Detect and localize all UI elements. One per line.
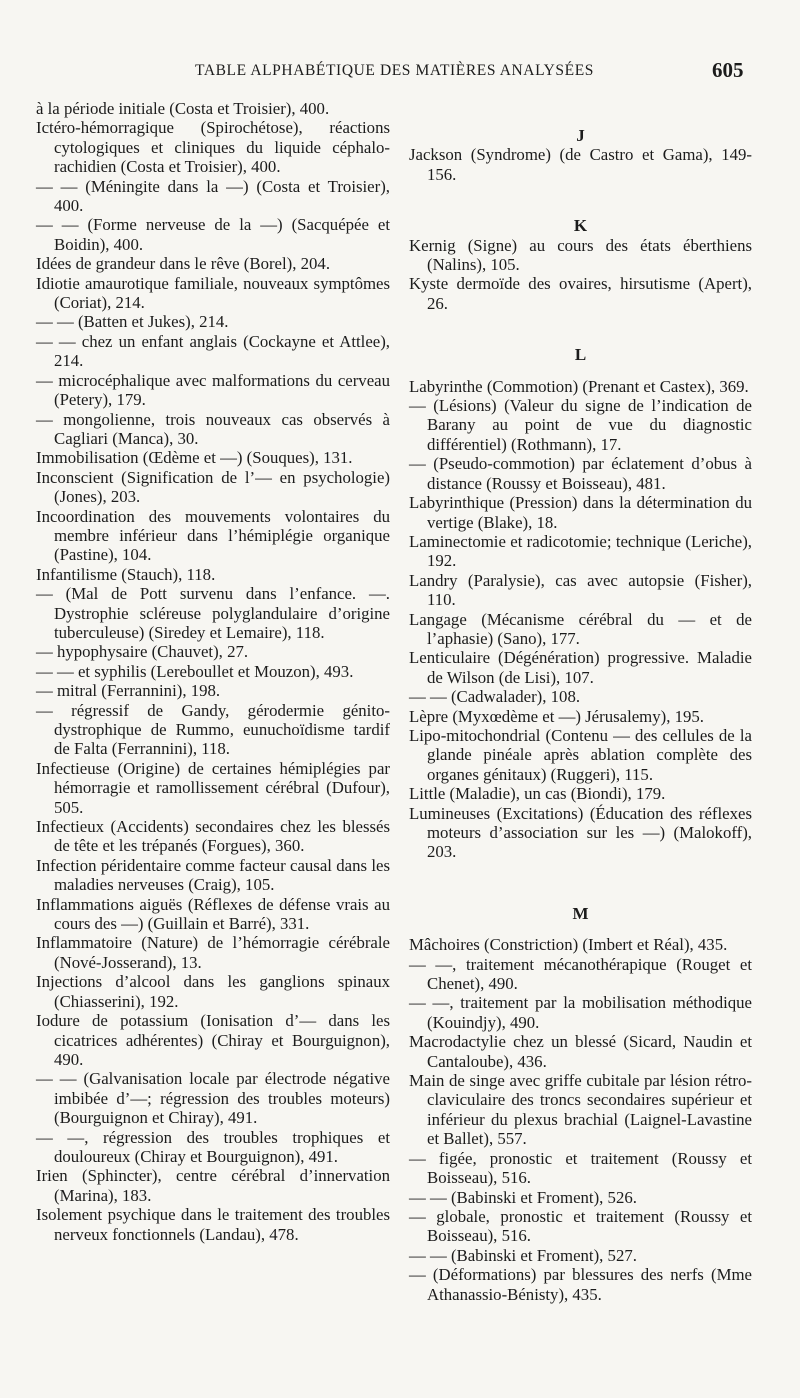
index-entry: Infantilisme (Stauch), 118. [36,564,216,584]
index-entry: Infectieux (Accidents) secondaires chez les blessés de tête et les trépanés (Forgues), 360. [36,817,390,856]
right-column [409,104,752,1304]
index-entry: Lumineuses (Excitations) (Éducation des réflexes moteurs d’association sur les —) (Malokoff), 203. [409,803,752,862]
index-entry: — — (Méningite dans la —) (Costa et Troisier), 400. [36,176,390,216]
index-entry: Incoordination des mouvements volontaires du membre inférieur dans l’hémiplégie organique (Pastine), 104. [36,506,390,565]
page-number: 605 [712,58,744,82]
index-entry: Laminectomie et radicotomie; technique (Leriche), 192. [409,531,752,571]
index-entry: Iodure de potassium (Ionisation d’— dans les cicatrices adhérentes) (Chiray et Bourguignon), 490. [36,1011,390,1069]
index-entry: Infection péridentaire comme facteur causal dans les maladies nerveuses (Craig), 105. [36,855,390,895]
index-entry: — figée, pronostic et traitement (Roussy et Boisseau), 516. [409,1148,752,1188]
index-entry: Mâchoires (Constriction) (Imbert et Réal), 435. [409,935,728,955]
index-entry: — — chez un enfant anglais (Cockayne et Attlee), 214. [36,331,390,371]
index-entry: Lenticulaire (Dégénération) progressive. Maladie de Wilson (de Lisi), 107. [409,648,752,687]
index-entry: — — (Forme nerveuse de la —) (Sacquépée et Boidin), 400. [36,215,390,254]
index-entry: Ictéro-hémorragique (Spirochétose), réactions cytologiques et cliniques du liquide céphalo-rachidien (Costa et Troisier), 400. [36,118,390,177]
index-entry: — mongolienne, trois nouveaux cas observés à Cagliari (Manca), 30. [36,409,390,448]
index-entry: — mitral (Ferrannini), 198. [36,681,221,701]
index-entry: Labyrinthe (Commotion) (Prenant et Castex), 369. [409,376,749,396]
index-entry: — —, traitement par la mobilisation méthodique (Kouindjy), 490. [409,993,752,1032]
index-entry: Jackson (Syndrome) (de Castro et Gama), 149-156. [409,145,752,184]
index-entry: Inconscient (Signification de l’— en psychologie) (Jones), 203. [36,467,390,507]
index-entry: — — (Babinski et Froment), 526. [409,1187,637,1207]
index-entry: — (Lésions) (Valeur du signe de l’indication de Barany au point de vue du diagnostic différentiel) (Rothmann), 17. [409,396,752,454]
section-letter-l: L [574,345,587,365]
page-header [0,58,800,88]
section-letter-k: K [573,216,588,236]
section-letter-m: M [572,903,589,923]
index-entry: Little (Maladie), un cas (Biondi), 179. [409,784,666,804]
section-letter-j: J [576,126,585,145]
index-entry: Lipo-mitochondrial (Contenu — des cellules de la glande pinéale après ablation complète des organes génitaux) (Ruggeri), 115. [409,725,752,784]
index-entry: — —, régression des troubles trophiques et douloureux (Chiray et Bourguignon), 491. [36,1127,390,1166]
index-entry: Injections d’alcool dans les ganglions spinaux (Chiasserini), 192. [36,972,390,1011]
index-entry: Macrodactylie chez un blessé (Sicard, Naudin et Cantaloube), 436. [409,1032,752,1071]
index-entry: Inflammatoire (Nature) de l’hémorragie cérébrale (Nové-Josserand), 13. [36,933,390,972]
index-entry: Landry (Paralysie), cas avec autopsie (Fisher), 110. [409,570,752,610]
index-entry: Immobilisation (Œdème et —) (Souques), 131. [36,448,353,468]
index-entry: — — (Batten et Jukes), 214. [36,312,229,332]
index-entry: Idées de grandeur dans le rêve (Borel), 204. [36,254,331,274]
index-entry: Labyrinthique (Pression) dans la détermination du vertige (Blake), 18. [409,493,752,532]
index-entry: Kernig (Signe) au cours des états éberthiens (Nalins), 105. [409,235,752,275]
index-entry: Irien (Sphincter), centre cérébral d’innervation (Marina), 183. [36,1166,390,1205]
index-entry: Kyste dermoïde des ovaires, hirsutisme (Apert), 26. [409,274,752,313]
index-entry: — (Déformations) par blessures des nerfs (Mme Athanassio-Bénisty), 435. [409,1265,752,1304]
index-entry: Inflammations aiguës (Réflexes de défense vrais au cours des —) (Guillain et Barré), 331. [36,894,390,934]
index-entry: — (Pseudo-commotion) par éclatement d’obus à distance (Roussy et Boisseau), 481. [409,454,752,493]
index-entry: Idiotie amaurotique familiale, nouveaux symptômes (Coriat), 214. [36,273,390,313]
index-entry: Langage (Mécanisme cérébral du — et de l’aphasie) (Sano), 177. [409,609,752,648]
index-entry: — hypophysaire (Chauvet), 27. [36,642,249,662]
index-entry: — régressif de Gandy, gérodermie génito-dystrophique de Rummo, eunuchoïdisme tardif de Falta (Ferrannini), 118. [36,700,390,759]
index-entry: — — et syphilis (Lereboullet et Mouzon), 493. [36,661,354,681]
index-entry: — — (Cadwalader), 108. [409,687,581,707]
index-entry: Lèpre (Myxœdème et —) Jérusalemy), 195. [409,706,704,726]
index-entry: — — (Galvanisation locale par électrode négative imbibée d’—; régression des troubles moteurs) (Bourguignon et Chiray), 491. [36,1069,390,1128]
left-column [36,99,390,1244]
index-entry: — — (Babinski et Froment), 527. [409,1245,637,1265]
index-entry: — (Mal de Pott survenu dans l’enfance. —. Dystrophie scléreuse polyglandulaire d’origine tuberculeuse) (Siredey et Lemaire), 118. [36,584,390,642]
index-entry: — globale, pronostic et traitement (Roussy et Boisseau), 516. [409,1206,752,1246]
index-entry: Main de singe avec griffe cubitale par lésion rétro-claviculaire des troncs secondaires supérieur et inférieur du plexus brachial (Laignel-Lavastine et Ballet), 557. [409,1071,752,1149]
index-entry: à la période initiale (Costa et Troisier), 400. [36,99,330,118]
index-entry: — microcéphalique avec malformations du cerveau (Petery), 179. [36,370,390,410]
index-entry: Infectieuse (Origine) de certaines hémiplégies par hémorragie et ramollissement cérébral (Dufour), 505. [36,758,390,817]
index-entry: Isolement psychique dans le traitement des troubles nerveux fonctionnels (Landau), 478. [36,1205,390,1244]
running-title: TABLE ALPHABÉTIQUE DES MATIÈRES ANALYSÉES [195,62,594,79]
index-entry: — —, traitement mécanothérapique (Rouget et Chenet), 490. [409,954,752,994]
